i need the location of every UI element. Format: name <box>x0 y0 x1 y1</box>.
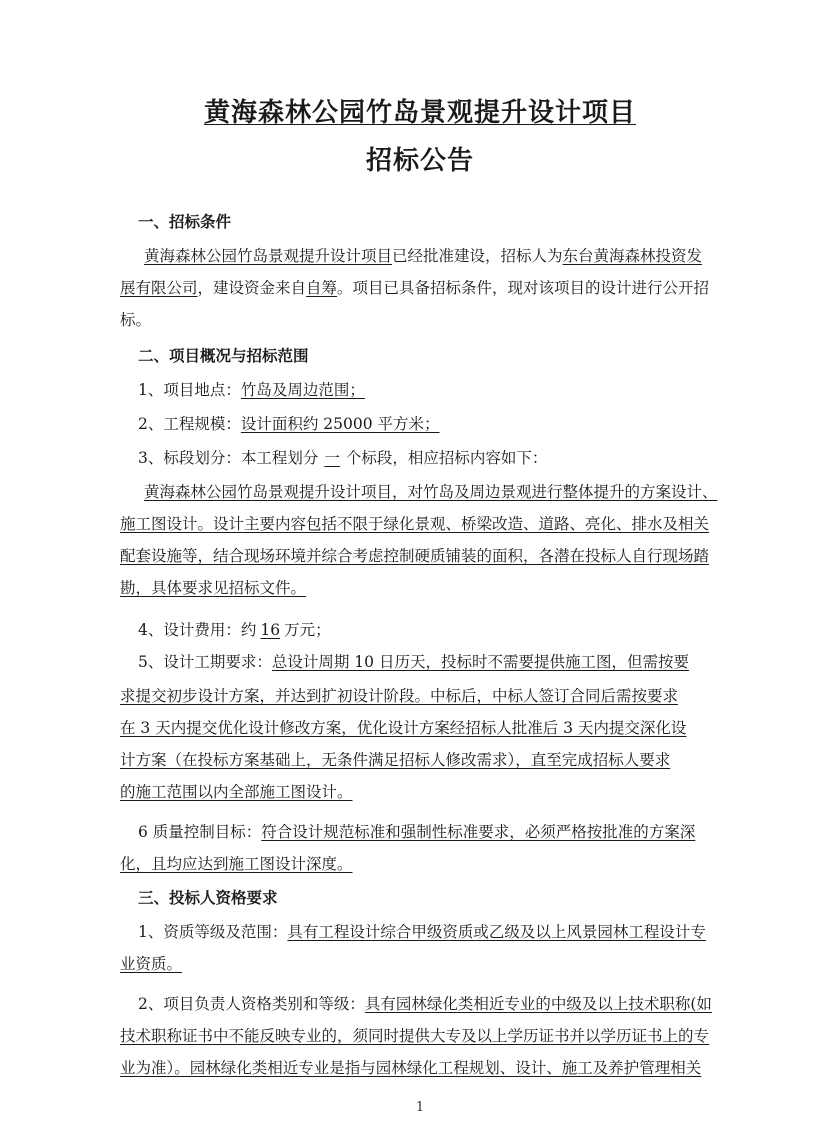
text-run: ，建设资金来自 <box>197 279 307 297</box>
schedule-line: 计方案（在投标方案基础上，无条件满足招标人修改需求），直至完成招标人要求 <box>120 751 671 769</box>
page-number: 1 <box>415 1100 425 1115</box>
fee-value: 16 <box>260 621 281 639</box>
item-fee <box>138 620 778 640</box>
qualification-text: 具有工程设计综合甲级资质或乙级及以上风景园林工程设计专 <box>287 923 706 941</box>
item-lots <box>138 448 778 468</box>
item-scale <box>138 414 778 434</box>
section-1-heading: 一、招标条件 <box>138 212 232 231</box>
lot-count: 一 <box>324 449 340 467</box>
scope-line: 勘，具体要求见招标文件。 <box>120 579 307 597</box>
item-qualification <box>138 922 778 942</box>
item-schedule <box>138 652 778 672</box>
text-run: 4、设计费用：约 <box>138 621 257 639</box>
quality-line: 化，且均应达到施工图设计深度。 <box>120 855 353 873</box>
item-project-leader <box>138 994 778 1014</box>
schedule-line: 求提交初步设计方案，并达到扩初设计阶段。中标后，中标人签订合同后需按要求 <box>120 687 679 705</box>
text-run: 6 质量控制目标： <box>138 823 262 841</box>
project-name: 黄海森林公园竹岛景观提升设计项目 <box>144 247 393 265</box>
text-run: 。项目已具备招标条件，现对该项目的设计进行公开招 <box>337 279 710 297</box>
paragraph-line: 标。 <box>120 311 152 329</box>
text-run: 个标段，相应招标内容如下： <box>345 449 548 467</box>
item-value: 竹岛及周边范围； <box>240 381 365 399</box>
leader-line: 技术职称证书中不能反映专业的，须同时提供大专及以上学历证书并以学历证书上的专 <box>120 1027 710 1045</box>
text-run: 1、资质等级及范围： <box>138 923 288 941</box>
leader-text: 具有园林绿化类相近专业的中级及以上技术职称(如 <box>364 995 712 1013</box>
quality-text: 符合设计规范标准和强制性标准要求，必须严格按批准的方案深 <box>261 823 696 841</box>
item-label: 1、项目地点： <box>138 381 241 399</box>
schedule-line: 在 3 天内提交优化设计修改方案，优化设计方案经招标人批准后 3 天内提交深化设 <box>120 719 687 737</box>
item-location <box>138 380 778 400</box>
item-label: 2、工程规模： <box>138 415 241 433</box>
funding-source: 自筹 <box>306 279 338 297</box>
tenderer-name: 东台黄海森林投资发 <box>562 247 703 265</box>
section-3-heading: 三、投标人资格要求 <box>138 888 278 907</box>
scope-line: 黄海森林公园竹岛景观提升设计项目，对竹岛及周边景观进行整体提升的方案设计、 <box>144 483 718 501</box>
schedule-text: 总设计周期 10 日历天，投标时不需要提供施工图，但需按要 <box>271 653 689 671</box>
leader-line: 业为准）。园林绿化类相近专业是指与园林绿化工程规划、设计、施工及养护管理相关 <box>120 1059 702 1077</box>
text-run: 万元； <box>284 621 331 639</box>
title-line-1: 黄海森林公园竹岛景观提升设计项目 <box>203 98 636 128</box>
paragraph-line <box>120 278 760 298</box>
item-quality <box>138 822 778 842</box>
paragraph-line <box>144 246 784 266</box>
tenderer-name-cont: 展有限公司 <box>120 279 198 297</box>
text-run: 已经批准建设，招标人为 <box>392 247 563 265</box>
section-2-heading: 二、项目概况与招标范围 <box>138 346 309 365</box>
item-value: 设计面积约 25000 平方米； <box>240 415 440 433</box>
schedule-line: 的施工范围以内全部施工图设计。 <box>120 783 353 801</box>
scope-line: 配套设施等，结合现场环境并综合考虑控制硬质铺装的面积，各潜在投标人自行现场踏 <box>120 547 710 565</box>
qualification-line: 业资质。 <box>120 955 183 973</box>
scope-line: 施工图设计。设计主要内容包括不限于绿化景观、桥梁改造、道路、亮化、排水及相关 <box>120 515 710 533</box>
text-run: 5、设计工期要求： <box>138 653 272 671</box>
document-title <box>0 92 840 129</box>
document-subtitle: 招标公告 <box>365 146 474 176</box>
text-run: 3、标段划分：本工程划分 <box>138 449 319 467</box>
text-run: 2、项目负责人资格类别和等级： <box>138 995 365 1013</box>
